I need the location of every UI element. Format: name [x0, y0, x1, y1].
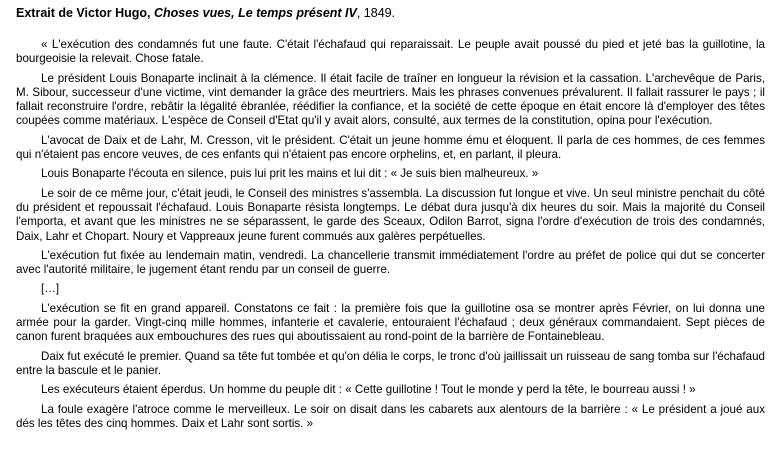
paragraph-1: « L'exécution des condamnés fut une faute. C'était l'échafaud qui reparaissait. Le peuple avait poussé du pied et jeté bas la guillotine, la bourgeoisie la relevait. Chose fatale. [16, 38, 765, 66]
heading-year: , 1849. [356, 6, 396, 20]
paragraph-5: Le soir de ce même jour, c'était jeudi, le Conseil des ministres s'assembla. La discussion fut longue et vive. Un seul ministre penchait du côté du président et repoussait l'échafaud. Louis Bonaparte résista longtemps. Le débat dura jusqu'à dix heures du soir. Mais la majorité du Conseil l'emporta, et avant que les ministres ne se séparassent, le garde des Sceaux, Odilon Barrot, signa l'ordre d'exécution de trois des condamnés, Daix, Lahr et Chopart. Noury et Vappreaux jeune furent commués aux galères perpétuelles. [16, 186, 765, 243]
paragraph-2: Le président Louis Bonaparte inclinait à la clémence. Il était facile de traîner en longueur la révision et la cassation. L'archevêque de Paris, M. Sibour, successeur d'une victime, vint demander la grâce des meurtriers. Mais les phrases convenues prévalurent. Il fallait rassurer le pays ; il fallait reconstruire l'ordre, rebâtir la légalité ébranlée, réédifier la confiance, et la société de cette époque en était encore là d'employer des têtes coupées comme matériaux. L'espèce de Conseil d'Etat qu'il y avait alors, consulté, aux termes de la constitution, opina pour l'exécution. [16, 71, 765, 128]
document-body [16, 38, 765, 431]
paragraph-9: Les exécuteurs étaient éperdus. Un homme du peuple dit : « Cette guillotine ! Tout le monde y perd la tête, le bourreau aussi ! » [41, 383, 696, 397]
paragraph-10: La foule exagère l'atroce comme le merveilleux. Le soir on disait dans les cabarets aux alentours de la barrière : « Le président a joué aux dés les têtes des cinq hommes. Daix et Lahr sont sortis. » [16, 402, 765, 430]
paragraph-7: L'exécution se fit en grand appareil. Constatons ce fait : la première fois que la guillotine osa se montrer après Février, on lui donna une armée pour la garder. Vingt-cinq mille hommes, infanterie et cavalerie, entouraient l'échafaud ; deux généraux commandaient. Sept pièces de canon furent braquées aux embouchures des rues qui aboutissaient au rond-point de la barrière de Fontainebleau. [16, 301, 765, 344]
paragraph-6: L'exécution fut fixée au lendemain matin, vendredi. La chancellerie transmit immédiatement l'ordre au préfet de police qui dut se concerter avec l'autorité militaire, le jugement étant rendu par un conseil de guerre. [16, 248, 765, 277]
paragraph-8: Daix fut exécuté le premier. Quand sa tête fut tombée et qu'on délia le corps, le tronc d'où jaillissait un ruisseau de sang tomba sur l'échafaud entre la bascule et le panier. [16, 349, 765, 377]
heading-prefix: Extrait de Victor Hugo, [16, 6, 154, 20]
document-heading [16, 6, 765, 21]
paragraph-4: Louis Bonaparte l'écouta en silence, puis lui prit les mains et lui dit : « Je suis bien malheureux. » [41, 167, 539, 181]
heading-work-title: Choses vues, Le temps présent IV [154, 6, 357, 20]
paragraph-3: L'avocat de Daix et de Lahr, M. Cresson, vit le président. C'était un jeune homme ému et éloquent. Il parla de ces hommes, de ces femmes qui n'étaient pas encore veuves, de ces enfants qui n'étaient pas encore orphelins, et, en parlant, il pleura. [16, 133, 765, 162]
ellipsis-marker: […] [41, 282, 60, 296]
